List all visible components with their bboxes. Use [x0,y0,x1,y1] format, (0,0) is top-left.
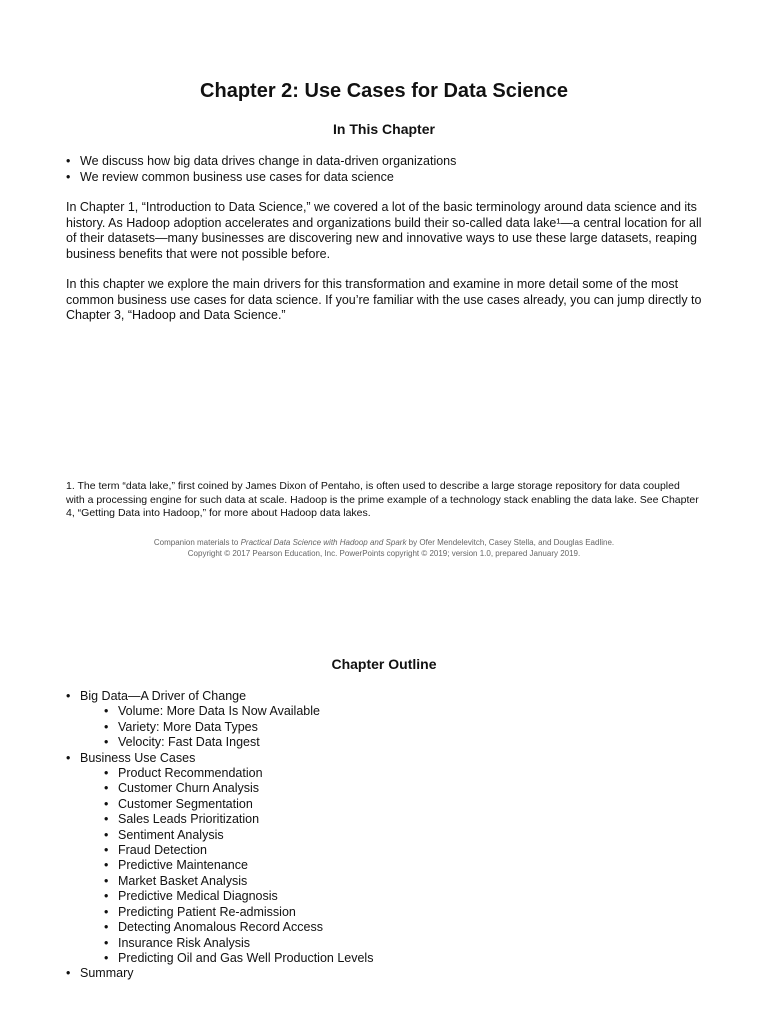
outline-subsection-item: • Predictive Medical Diagnosis [66,889,373,904]
outline-subsection-item: • Fraud Detection [66,843,373,858]
chapter-outline-list [66,689,373,982]
intro-paragraph: In Chapter 1, “Introduction to Data Science,” we covered a lot of the basic terminology around data science and its history. As Hadoop adoption accelerates and organizations build their so-called data lake¹—a central location for all of their datasets—many businesses are discovering new and innovative ways to use these large datasets, reaping business benefits that were not possible before. [66,200,702,261]
outline-subsection-item: • Volume: More Data Is Now Available [66,704,373,719]
outline-subsection-item: • Insurance Risk Analysis [66,936,373,951]
outline-section-item: • Business Use Cases [66,751,373,766]
outline-section-item: • Big Data—A Driver of Change [66,689,373,704]
outline-title: Chapter Outline [331,656,437,672]
footnote: 1. The term “data lake,” first coined by James Dixon of Pentaho, is often used to describe a large storage repository for data coupled with a processing engine for such data at scale. Hadoop is the prime example of a technology stack enabling the data lake. See Chapter 4, “Getting Data into Hadoop,” for more about Hadoop data lakes. [66,480,699,519]
section-heading: In This Chapter [333,121,435,137]
chapter-summary-paragraph: In this chapter we explore the main drivers for this transformation and examine in more detail some of the most common business use cases for data science. If you’re familiar with the use cases already, you can jump directly to Chapter 3, “Hadoop and Data Science.” [66,277,702,322]
bullet-item: • We discuss how big data drives change in data-driven organizations [66,153,456,169]
outline-subsection-item: • Customer Churn Analysis [66,781,373,796]
outline-subsection-item: • Detecting Anomalous Record Access [66,920,373,935]
chapter-bullet-list [66,153,456,185]
outline-subsection-item: • Predictive Maintenance [66,858,373,873]
outline-subsection-item: • Predicting Patient Re-admission [66,905,373,920]
page-title: Chapter 2: Use Cases for Data Science [200,80,568,102]
credit-line-2: Copyright © 2017 Pearson Education, Inc. PowerPoints copyright © 2019; version 1.0, prepared January 2019. [187,548,581,558]
outline-subsection-item: • Sentiment Analysis [66,828,373,843]
credit-line-1 [0,538,768,549]
outline-subsection-item: • Sales Leads Prioritization [66,812,373,827]
outline-subsection-item: • Variety: More Data Types [66,720,373,735]
bullet-item: • We review common business use cases for data science [66,169,456,185]
outline-subsection-item: • Velocity: Fast Data Ingest [66,735,373,750]
outline-subsection-item: • Market Basket Analysis [66,874,373,889]
credit-suffix: by Ofer Mendelevitch, Casey Stella, and Douglas Eadline. [406,538,615,547]
outline-subsection-item: • Product Recommendation [66,766,373,781]
copyright-credit [0,538,768,559]
outline-subsection-item: • Predicting Oil and Gas Well Production Levels [66,951,373,966]
credit-prefix: Companion materials to [153,538,241,547]
credit-book-title: Practical Data Science with Hadoop and Spark [240,538,407,547]
outline-subsection-item: • Customer Segmentation [66,797,373,812]
outline-section-item: • Summary [66,966,373,981]
